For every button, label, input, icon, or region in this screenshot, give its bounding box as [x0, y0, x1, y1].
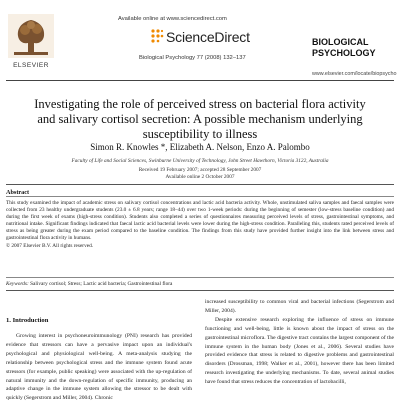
keywords-text: Salivary cortisol; Stress; Lactic acid bacteria; Gastrointestinal flora — [30, 281, 173, 287]
sciencedirect-dots-icon — [150, 28, 164, 46]
header-divider — [6, 80, 394, 81]
online-availability-text: Available online at www.sciencedirect.com — [118, 16, 227, 22]
body-paragraph: Despite extensive research exploring the influence of stress on immune functioning and well-being, little is known about the impact of stress on the gastrointestinal microflora. The digestive tract contains the largest component of the immune system in the human body (Jones et al., 2006). Several studies have provided evidence that stress is related to digestive problems and gastrointestinal disorders (Drossman, 1998; Walker et al., 2001), however there has been limited research investigating the underlying mechanisms. To date, several animal studies have found that stress reduces the concentration of lactobacilli, — [205, 316, 394, 386]
copyright-notice: © 2007 Elsevier B.V. All rights reserved. — [6, 242, 94, 249]
article-dates — [30, 167, 370, 181]
author-affiliation: Faculty of Life and Social Sciences, Swinburne University of Technology, John Street Hawthorn, Victoria 3122, Australia — [71, 158, 329, 164]
body-left-column: Growing interest in psychoneuroimmunology (PNI) research has provided evidence that stressors can have a pervasive impact upon an individual's psychological and physiological well-being. A meta-analysis studying the relationship between psychological stress and the immune system found acute stressors (for example, public speaking) were associated with the up-regulation of natural immunity and the down-regulation of specific immunity, producing an adaptive change in the immune system allowing the stressor to be dealt with quickly (Segerstrom and Miller, 2004). Chronic — [6, 333, 192, 402]
article-title: Investigating the role of perceived stress on bacterial flora activity and salivary cortisol secretion: A possible mechanism underlying susceptibility to illness — [34, 97, 366, 141]
abstract-top-divider — [6, 184, 394, 185]
journal-title-line1: BIOLOGICAL — [312, 37, 369, 47]
sciencedirect-brand: ScienceDirect — [166, 29, 250, 45]
article-authors: Simon R. Knowles *, Elizabeth A. Nelson, Enzo A. Palombo — [90, 142, 310, 152]
available-date: Available online 2 October 2007 — [165, 174, 235, 180]
keywords-label: Keywords: — [6, 281, 29, 287]
journal-url-link[interactable]: www.elsevier.com/locate/biopsycho — [312, 71, 397, 77]
body-paragraph: increased susceptibility to common viral and bacterial infections (Segerstrom and Miller, 2004). — [205, 299, 394, 314]
journal-title — [312, 37, 398, 59]
body-divider — [6, 290, 394, 291]
journal-citation: Biological Psychology 77 (2008) 132–137 — [139, 55, 246, 61]
abstract-text: This study examined the impact of academic stress on salivary cortisol concentrations and lactic acid bacteria activity. Whole, unstimulated saliva samples and faecal samples were collected from 23 healthy undergraduate students (23.0 ± 6.8 years; range 18–44) over two 1-week periods: during the beginning of semester (low-stress baseline condition) and during the first week of exams (high-stress condition). Students also completed a series of questionnaires measuring perceived levels of stress, gastrointestinal symptoms, and nutritional intake. Significant findings indicated that faecal lactic acid bacterial levels were lower during the high-stress condition. Paralleling this, students rated perceived levels of stress as being greater during the exam period compared to the baseline condition. The findings from this study have provided further insight into the link between stress and gastrointestinal flora activity in humans. — [6, 200, 394, 242]
sciencedirect-logo — [150, 28, 270, 48]
publisher-name: ELSEVIER — [13, 62, 49, 69]
received-date: Received 19 February 2007; accepted 28 September 2007 — [138, 167, 262, 173]
abstract-heading: Abstract — [6, 189, 30, 196]
journal-title-line2: PSYCHOLOGY — [312, 48, 376, 58]
abstract-body — [6, 200, 394, 250]
body-right-column — [205, 298, 394, 387]
section-heading-introduction: 1. Introduction — [6, 317, 49, 324]
abstract-divider — [6, 196, 394, 197]
elsevier-tree-icon — [8, 14, 54, 58]
keywords — [6, 281, 172, 287]
keywords-divider — [6, 277, 394, 278]
